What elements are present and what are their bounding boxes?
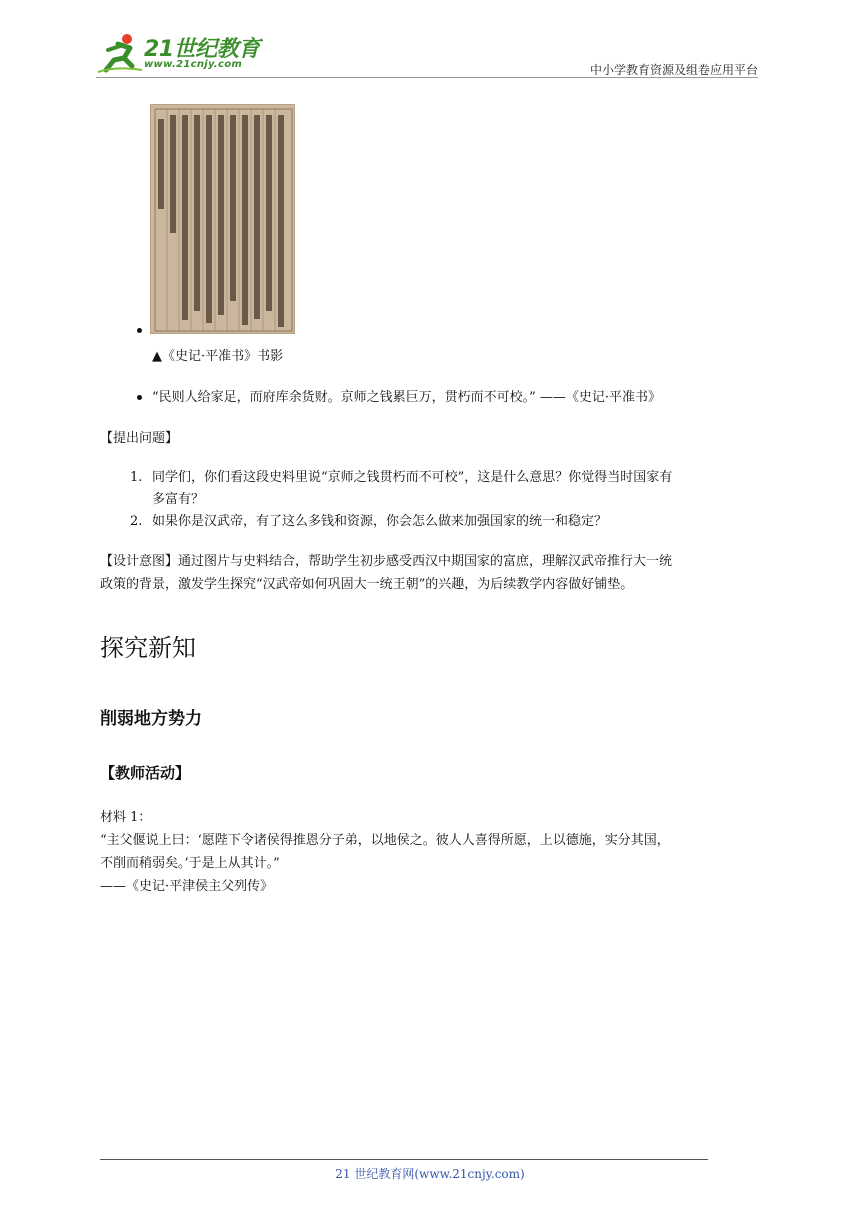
question-text: 如果你是汉武帝，有了这么多钱和资源，你会怎么做来加强国家的统一和稳定？ [152, 514, 608, 529]
design-intent-line: 【设计意图】通过图片与史料结合，帮助学生初步感受西汉中期国家的富庶，理解汉武帝推行大一统 [100, 554, 673, 569]
footer-divider [100, 1159, 708, 1160]
bullet-icon [137, 395, 142, 400]
footer-link[interactable]: 21 世纪教育网(www.21cnjy.com) [335, 1167, 525, 1181]
bullet-icon [137, 328, 142, 333]
section-title: 探究新知 [100, 634, 196, 662]
site-logo[interactable] [96, 30, 266, 76]
question-text: 同学们，你们看这段史料里说“京师之钱贯朽而不可校”，这是什么意思？你觉得当时国家有 [152, 470, 673, 485]
question-number: 1. [130, 470, 143, 485]
activity-title: 【教师活动】 [100, 764, 191, 782]
header-platform-title: 中小学教育资源及组卷应用平台 [589, 63, 758, 77]
runner-logo-icon [96, 30, 144, 76]
logo-url: www.21cnjy.com [144, 59, 243, 70]
material-quote-line: 不削而稍弱矣。’于是上从其计。” [100, 856, 280, 871]
page-header [96, 30, 758, 78]
historical-quote: “民则人给家足，而府库余货财。京师之钱累巨万，贯朽而不可校。” ——《史记·平准书》 [152, 390, 662, 405]
design-intent-line: 政策的背景，激发学生探究“汉武帝如何巩固大一统王朝”的兴趣，为后续教学内容做好铺垫。 [100, 577, 634, 592]
figure-caption: ▲《史记·平准书》书影 [152, 349, 284, 364]
questions-heading: 【提出问题】 [100, 431, 179, 446]
logo-text: 21世纪教育 [144, 37, 260, 62]
material-quote-line: “主父偃说上曰：‘愿陛下令诸侯得推恩分子弟，以地侯之。彼人人喜得所愿，上以德施，实分其国， [100, 833, 670, 848]
material-source: ——《史记·平津侯主父列传》 [100, 879, 274, 894]
book-page-image [150, 104, 295, 334]
material-label: 材料 1： [100, 810, 152, 825]
question-number: 2. [130, 514, 143, 529]
header-divider [96, 77, 758, 78]
question-text-continued: 多富有？ [152, 492, 205, 507]
subsection-title: 削弱地方势力 [100, 709, 202, 729]
